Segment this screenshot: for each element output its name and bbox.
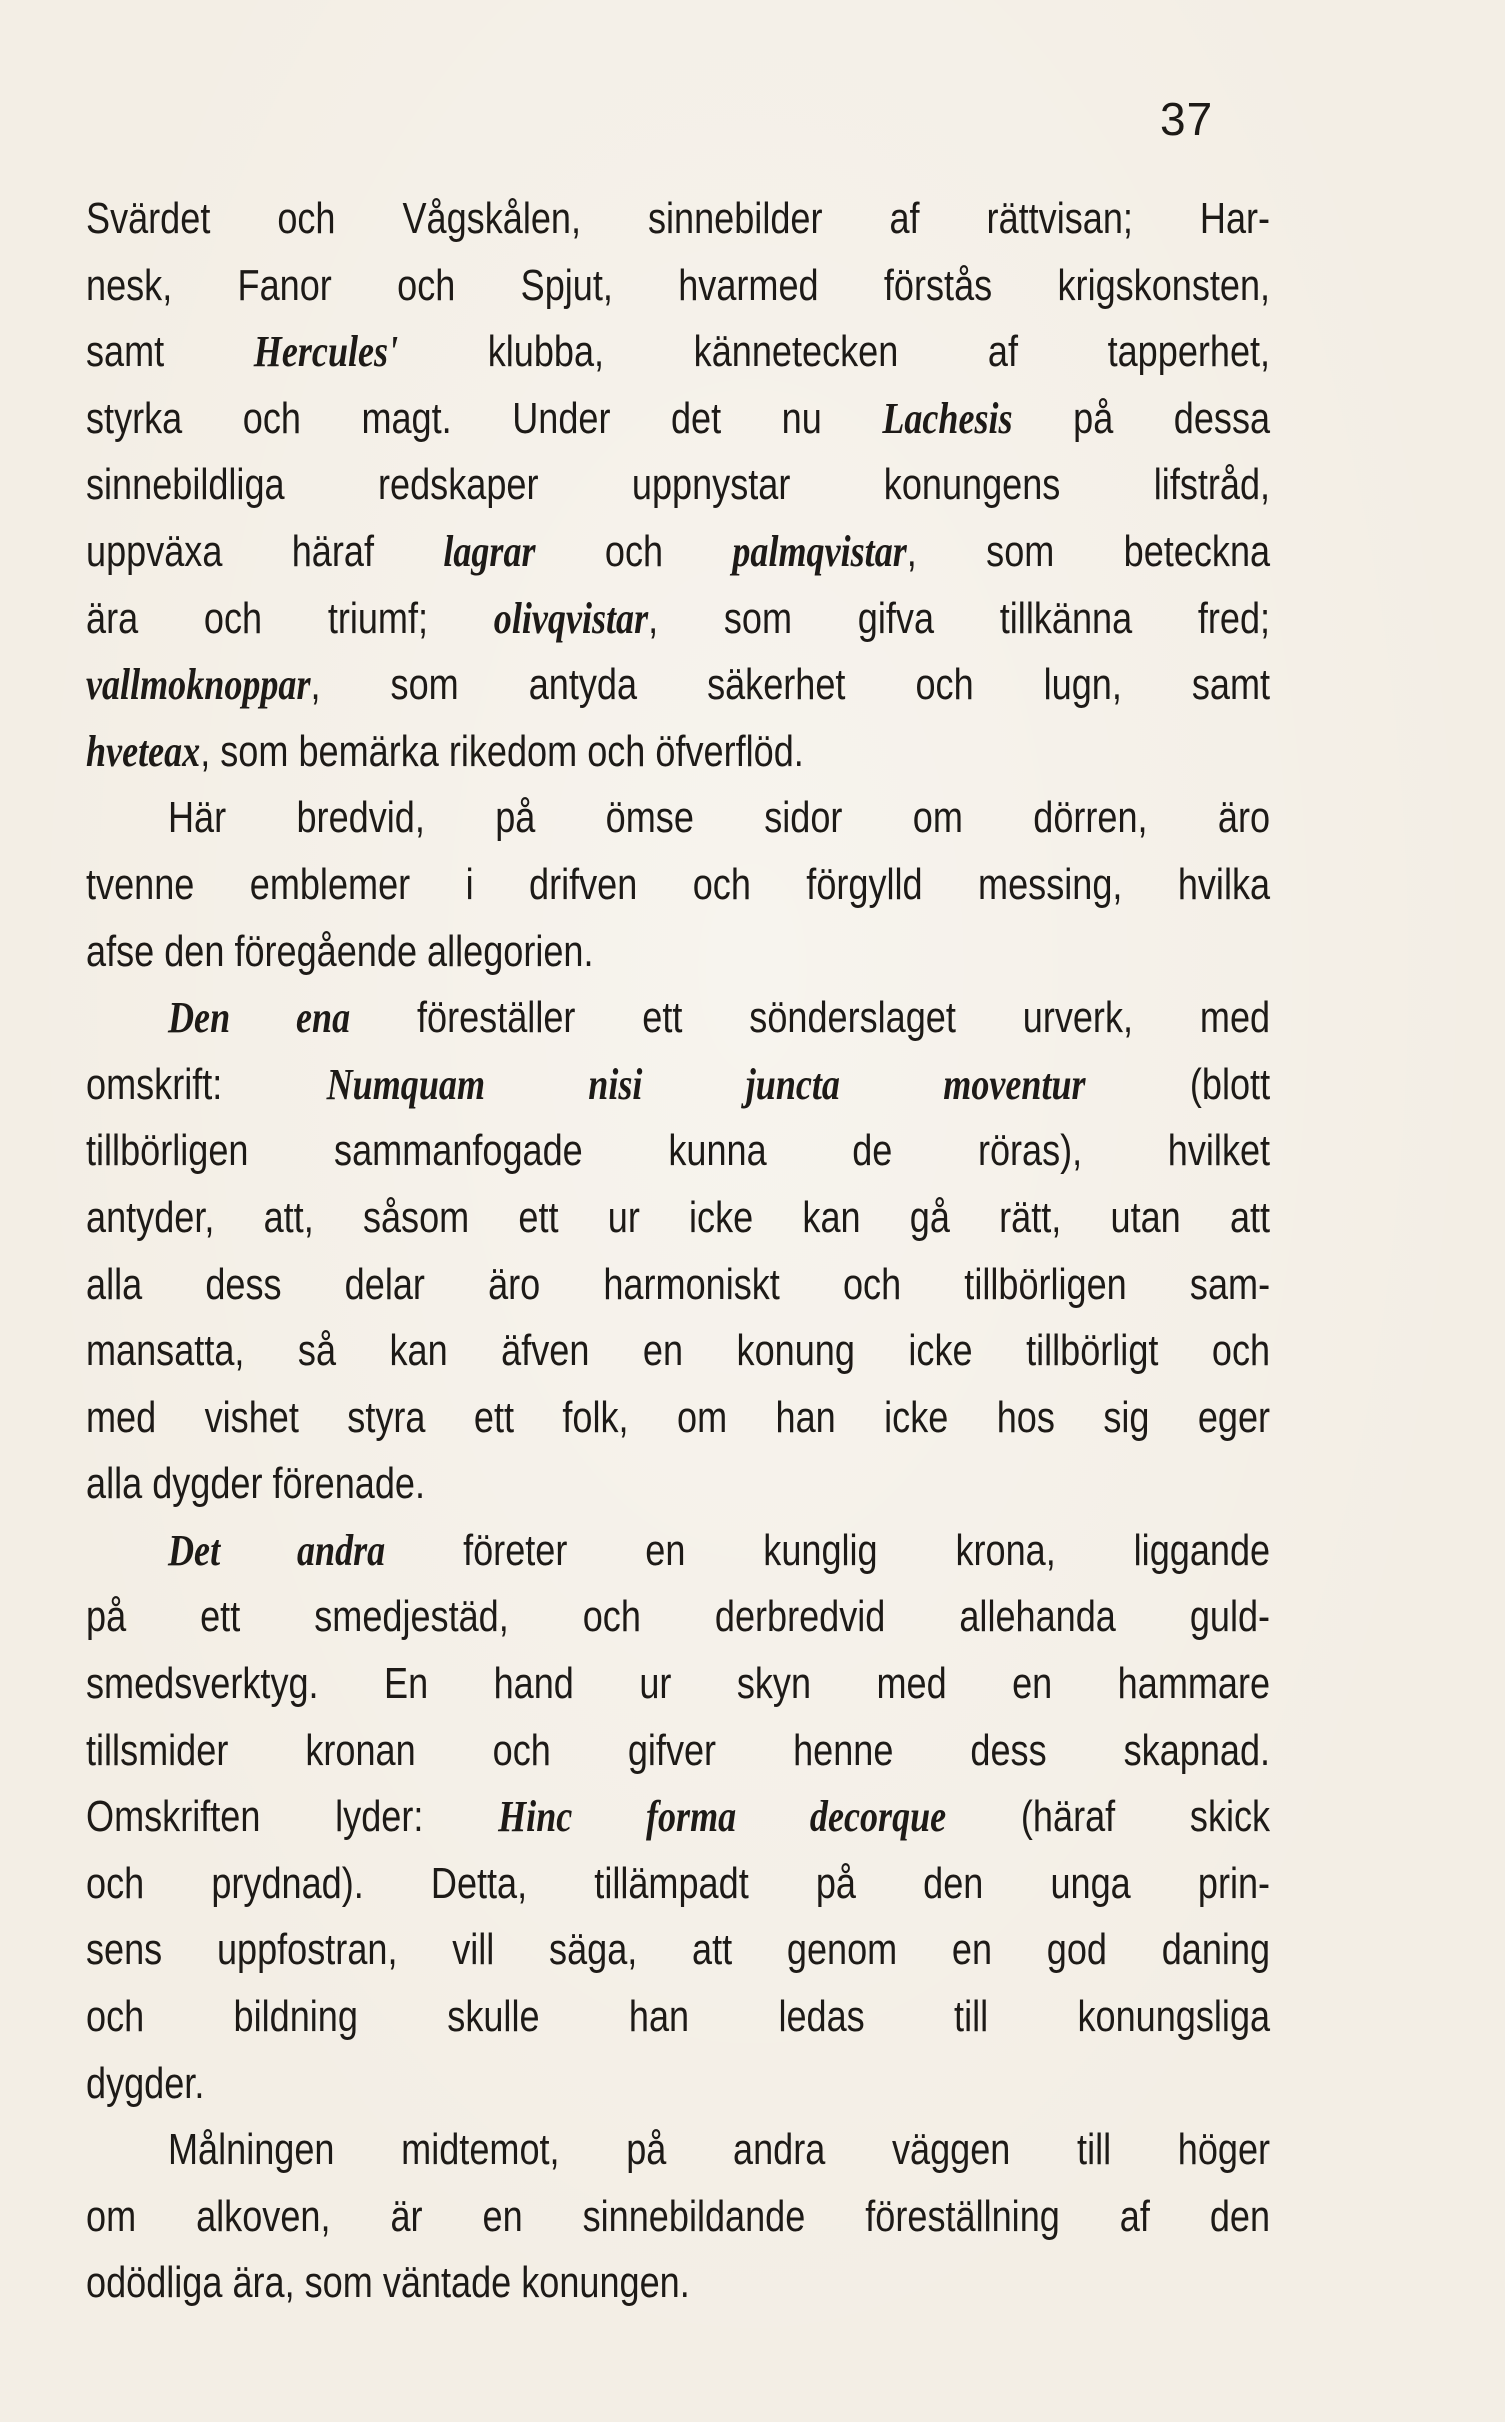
text-line — [86, 1318, 1270, 1385]
text-segment: smedsverktyg. En hand ur skyn med en hammare — [86, 1659, 1271, 1709]
italic-term: olivqvistar — [493, 593, 649, 643]
text-segment: på ett smedjestäd, och derbredvid allehanda guld- — [86, 1592, 1271, 1642]
text-segment: mansatta, så kan äfven en konung icke tillbörligt och — [86, 1326, 1271, 1376]
text-segment: föreställer ett sönderslaget urverk, med — [350, 993, 1271, 1043]
text-line — [86, 1518, 1270, 1585]
text-line — [86, 1651, 1270, 1718]
text-segment: med vishet styra ett folk, om han icke hos sig eger — [86, 1392, 1271, 1442]
text-segment: odödliga ära, som väntade konungen. — [86, 2258, 690, 2308]
text-segment: klubba, kännetecken af tapperhet, — [398, 327, 1271, 377]
text-segment: sinnebildliga redskaper uppnystar konungens lifstråd, — [86, 460, 1271, 510]
italic-term: Lachesis — [882, 393, 1013, 443]
italic-term: Numquam nisi juncta moventur — [326, 1059, 1086, 1109]
text-line — [86, 1252, 1270, 1319]
text-line — [86, 386, 1270, 453]
text-line — [86, 785, 1270, 852]
text-segment: samt — [86, 327, 254, 377]
text-line — [86, 586, 1270, 653]
text-line — [86, 2051, 1270, 2118]
text-line — [86, 919, 1270, 986]
text-segment: tvenne emblemer i drifven och förgylld messing, hvilka — [86, 859, 1271, 909]
italic-term: Det andra — [168, 1525, 386, 1575]
text-line — [86, 1185, 1270, 1252]
text-line — [86, 1784, 1270, 1851]
text-line — [86, 319, 1270, 386]
italic-term: Hinc forma decorque — [498, 1792, 947, 1842]
text-line — [86, 652, 1270, 719]
italic-term: palmqvistar — [732, 526, 907, 576]
text-segment: , som antyda säkerhet och lugn, samt — [310, 660, 1271, 710]
text-segment: uppväxa häraf — [86, 526, 444, 576]
text-segment: Målningen midtemot, på andra väggen till höger — [168, 2125, 1271, 2175]
text-line — [86, 519, 1270, 586]
text-line — [86, 1052, 1270, 1119]
text-segment: Svärdet och Vågskålen, sinnebilder af rättvisan; Har- — [86, 194, 1271, 243]
text-line — [86, 2117, 1270, 2184]
italic-term: lagrar — [443, 526, 536, 576]
text-segment: och — [535, 526, 733, 576]
text-line — [86, 253, 1270, 320]
text-segment: (häraf skick — [946, 1792, 1271, 1842]
text-segment: sens uppfostran, vill säga, att genom en god daning — [86, 1925, 1271, 1975]
text-line — [86, 719, 1270, 786]
text-segment: och bildning skulle han ledas till konungsliga — [86, 1992, 1271, 2042]
text-segment: tillbörligen sammanfogade kunna de röras), hvilket — [86, 1126, 1271, 1176]
text-line — [86, 1584, 1270, 1651]
body-text — [86, 186, 1270, 2317]
text-segment: , som gifva tillkänna fred; — [648, 593, 1271, 643]
text-line — [86, 1984, 1270, 2051]
text-segment: nesk, Fanor och Spjut, hvarmed förstås krigskonsten, — [86, 260, 1271, 310]
text-segment: företer en kunglig krona, liggande — [385, 1525, 1271, 1575]
italic-term: hveteax — [86, 726, 201, 776]
text-line — [86, 1718, 1270, 1785]
text-line — [86, 2250, 1270, 2317]
text-segment: styrka och magt. Under det nu — [86, 393, 883, 443]
text-segment: omskrift: — [86, 1059, 327, 1109]
italic-term: Hercules' — [253, 327, 399, 377]
text-line — [86, 1917, 1270, 1984]
text-line — [86, 2184, 1270, 2251]
text-line — [86, 1385, 1270, 1452]
text-segment: dygder. — [86, 2058, 205, 2108]
text-line — [86, 1118, 1270, 1185]
text-line — [86, 1451, 1270, 1518]
text-segment: alla dess delar äro harmoniskt och tillbörligen sam- — [86, 1259, 1271, 1309]
text-segment: alla dygder förenade. — [86, 1459, 425, 1509]
text-segment: ära och triumf; — [86, 593, 494, 643]
text-segment: på dessa — [1012, 393, 1271, 443]
text-segment: , som bemärka rikedom och öfverflöd. — [200, 726, 804, 776]
text-segment: antyder, att, såsom ett ur icke kan gå rätt, utan att — [86, 1192, 1271, 1242]
text-line — [86, 985, 1270, 1052]
text-line — [86, 452, 1270, 519]
text-line — [86, 852, 1270, 919]
page-number: 37 — [1160, 93, 1214, 145]
italic-term: vallmoknoppar — [86, 660, 311, 710]
italic-term: Den ena — [168, 993, 351, 1043]
text-segment: Här bredvid, på ömse sidor om dörren, äro — [168, 793, 1271, 843]
text-segment: och prydnad). Detta, tillämpadt på den unga prin- — [86, 1858, 1271, 1908]
text-segment: tillsmider kronan och gifver henne dess skapnad. — [86, 1725, 1271, 1775]
text-segment: om alkoven, är en sinnebildande föreställning af den — [86, 2191, 1271, 2241]
text-segment: , som beteckna — [906, 526, 1271, 576]
text-line — [86, 1851, 1270, 1918]
text-segment: (blott — [1085, 1059, 1271, 1109]
text-segment: Omskriften lyder: — [86, 1792, 499, 1842]
text-line — [86, 186, 1270, 253]
text-segment: afse den föregående allegorien. — [86, 926, 594, 976]
